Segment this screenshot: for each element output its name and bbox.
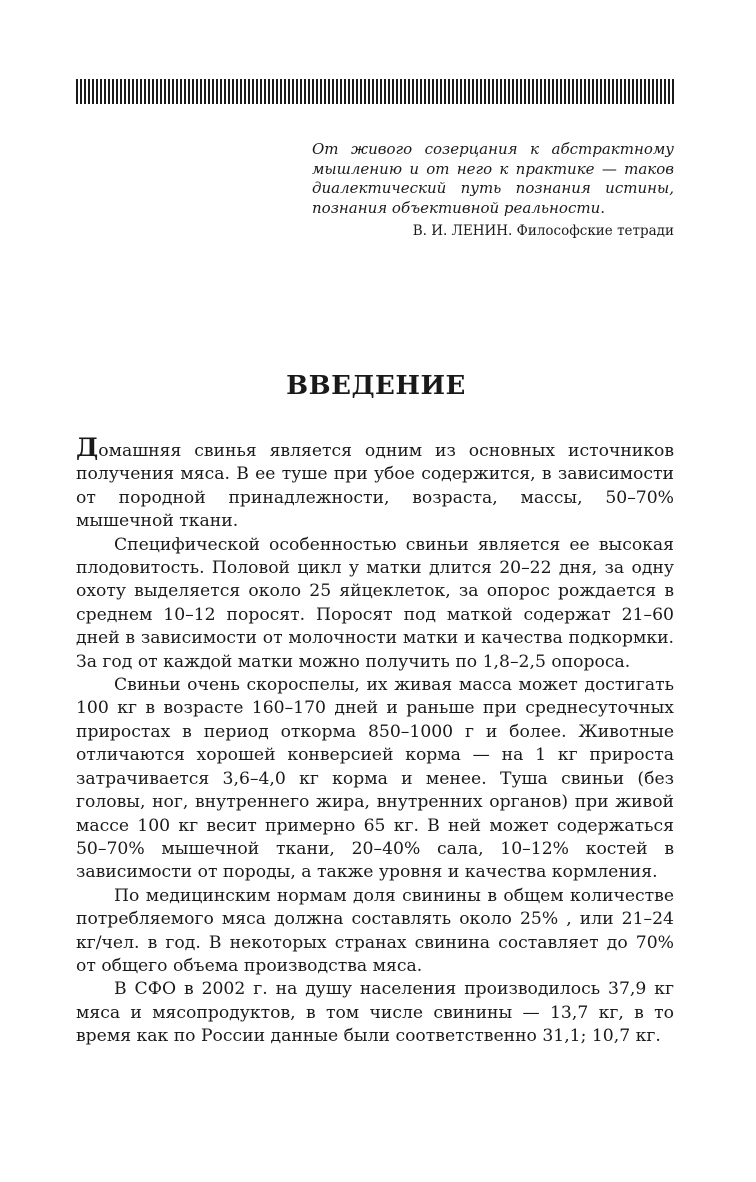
paragraph-4: По медицинским нормам доля свинины в общем количестве потребляемого мяса должна составлять около 25% , или 21–24 кг/чел. в год. В некоторых странах свинина составляет до 70% от общего объема производства мяса. bbox=[76, 885, 674, 976]
epigraph bbox=[312, 140, 674, 218]
decorative-header-rule bbox=[76, 79, 676, 104]
paragraph-2: Специфической особенностью свиньи является ее высокая плодовитость. Половой цикл у матки длится 20–22 дня, за одну охоту выделяется около 25 яйцеклеток, за опорос рождается в среднем 10–12 поросят. Поросят под маткой содержат 21–60 дней в зависимости от молочности матки и качества подкормки. За год от каждой матки можно получить по 1,8–2,5 опороса. bbox=[76, 534, 674, 672]
body-text bbox=[76, 433, 674, 1049]
paragraph-1-text: омашняя свинья является одним из основных источников получения мяса. В ее туше при убое содержится, в зависимости от породной принадлежности, возраста, массы, 50–70% мышечной ткани. bbox=[76, 441, 674, 532]
paragraph-3: Свиньи очень скороспелы, их живая масса может достигать 100 кг в возрасте 160–170 дней и раньше при среднесуточных приростах в период откорма 850–1000 г и более. Животные отличаются хорошей конверсией корма — на 1 кг прироста затрачивается 3,6–4,0 кг корма и менее. Туша свиньи (без головы, ног, внутреннего жира, внутренних органов) при живой массе 100 кг весит примерно 65 кг. В ней может содержаться 50–70% мышечной ткани, 20–40% сала, 10–12% костей в зависимости от породы, а также уровня и качества кормления. bbox=[76, 675, 674, 883]
paragraph-1 bbox=[76, 433, 674, 534]
chapter-heading: ВВЕДЕНИЕ bbox=[286, 371, 466, 401]
paragraph-5: В СФО в 2002 г. на душу населения производилось 37,9 кг мяса и мясопродуктов, в том числе свинины — 13,7 кг, в то время как по России данные были соответственно 31,1; 10,7 кг. bbox=[76, 979, 674, 1047]
epigraph-attribution: В. И. ЛЕНИН. Философские тетради bbox=[412, 223, 674, 239]
drop-cap: Д bbox=[76, 433, 99, 462]
epigraph-text: От живого созерцания к абстрактному мышлению и от него к практике — таков диалектический путь познания истины, познания объективной реальности. bbox=[312, 140, 674, 217]
